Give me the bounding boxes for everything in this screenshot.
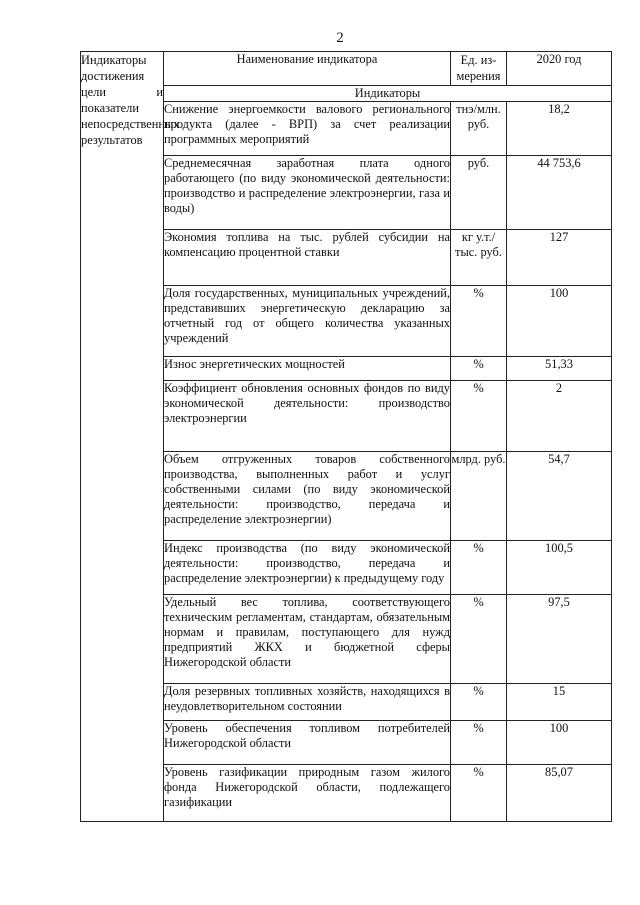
indicator-name: Экономия топлива на тыс. рублей субсидии на компенсацию процентной ставки <box>164 230 451 286</box>
header-unit-line1: Ед. из- <box>460 53 497 67</box>
indicator-unit: руб. <box>451 156 507 230</box>
indicator-unit: кг у.т./тыс. руб. <box>451 230 507 286</box>
indicators-table <box>80 51 612 822</box>
indicator-value: 54,7 <box>507 452 612 541</box>
header-unit-line2: мерения <box>456 69 501 83</box>
indicator-value: 44 753,6 <box>507 156 612 230</box>
indicator-name: Уровень газификации природным газом жилого фонда Нижегородской области, подлежащего газификации <box>164 765 451 822</box>
indicator-value: 100 <box>507 721 612 765</box>
indicator-unit: % <box>451 721 507 765</box>
indicator-value: 15 <box>507 684 612 721</box>
indicator-value: 100 <box>507 286 612 357</box>
indicator-unit: млрд. руб. <box>451 452 507 541</box>
indicator-name: Уровень обеспечения топливом потребителей Нижегородской области <box>164 721 451 765</box>
indicator-unit: % <box>451 765 507 822</box>
indicator-value: 51,33 <box>507 357 612 381</box>
indicator-name: Износ энергетических мощностей <box>164 357 451 381</box>
indicator-unit: % <box>451 541 507 595</box>
indicator-unit: % <box>451 381 507 452</box>
indicator-name: Снижение энергоемкости валового регионального продукта (далее - ВРП) за счет реализации программных мероприятий <box>164 102 451 156</box>
indicator-value: 100,5 <box>507 541 612 595</box>
indicator-unit: % <box>451 595 507 684</box>
indicator-value: 2 <box>507 381 612 452</box>
indicator-value: 127 <box>507 230 612 286</box>
table-header-row <box>81 52 612 86</box>
indicator-name: Среднемесячная заработная плата одного работающего (по виду экономической деятельности: производство и распределение электроэнергии, газа и воды) <box>164 156 451 230</box>
indicator-unit: % <box>451 357 507 381</box>
indicator-value: 97,5 <box>507 595 612 684</box>
indicator-name: Объем отгруженных товаров собственного производства, выполненных работ и услуг собственными силами (по виду экономической деятельности: производство, передача и распределение электроэнергии) <box>164 452 451 541</box>
indicator-name: Коэффициент обновления основных фондов по виду экономической деятельности: производство электроэнергии <box>164 381 451 452</box>
indicator-unit: % <box>451 286 507 357</box>
section-title: Индикаторы <box>164 86 612 102</box>
indicator-unit: % <box>451 684 507 721</box>
indicator-name: Удельный вес топлива, соответствующего техническим регламентам, стандартам, обязательным нормам и правилам, поступающего для нужд предприятий ЖКХ и бюджетной сферы Нижегородской области <box>164 595 451 684</box>
indicator-unit: тнэ/млн. руб. <box>451 102 507 156</box>
header-unit <box>451 52 507 86</box>
indicator-name: Индекс производства (по виду экономической деятельности: производство, передача и распределение электроэнергии) к предыдущему году <box>164 541 451 595</box>
indicator-value: 85,07 <box>507 765 612 822</box>
indicator-value: 18,2 <box>507 102 612 156</box>
indicator-name: Доля резервных топливных хозяйств, находящихся в неудовлетворительном состоянии <box>164 684 451 721</box>
indicator-name: Доля государственных, муниципальных учреждений, представивших энергетическую декларацию за отчетный год от общего количества указанных учреждений <box>164 286 451 357</box>
left-header-text: Индикаторы достижения цели и показатели непосредственных результатов <box>81 53 180 147</box>
page-number: 2 <box>336 30 344 46</box>
left-header-cell <box>81 52 180 822</box>
header-name: Наименование индикатора <box>164 52 451 86</box>
header-year: 2020 год <box>507 52 612 86</box>
